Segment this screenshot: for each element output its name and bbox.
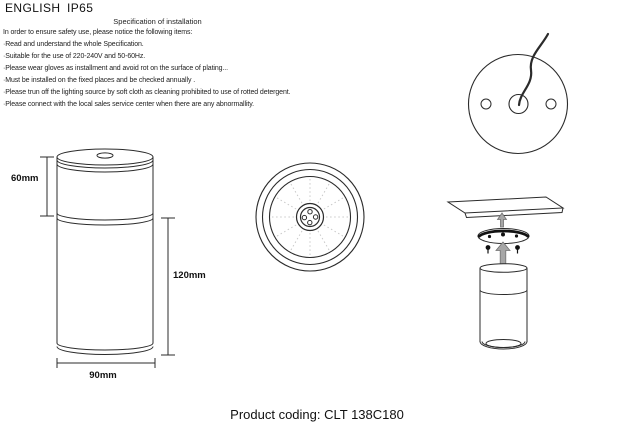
screw-hole-right xyxy=(546,99,556,109)
spec-item: ·Please trun off the lighting source by soft cloth as cleaning prohibited to use of rotted detergent. xyxy=(3,88,291,96)
cylinder-top-face xyxy=(57,149,153,165)
spec-title: Specification of installation xyxy=(113,17,202,26)
dimension-lines xyxy=(40,157,175,368)
mounting-plate xyxy=(469,55,568,154)
dimension-120mm xyxy=(161,218,175,355)
ceiling-plate-drawing xyxy=(469,34,568,154)
body-seam xyxy=(57,213,153,220)
top-view-drawing xyxy=(256,163,364,271)
ceiling-panel xyxy=(448,197,563,218)
spec-item: ·Read and understand the whole Specification. xyxy=(3,41,144,48)
spec-item: ·Please wear gloves as installment and avoid rot on the surface of plating... xyxy=(3,64,228,72)
screw-hole-left xyxy=(481,99,491,109)
spec-item: ·Please connect with the local sales service center when there are any abnormallity. xyxy=(3,100,254,108)
power-wire xyxy=(519,34,548,105)
spec-intro: In order to ensure safety use, please notice the following items: xyxy=(3,29,193,36)
product-coding: Product coding: CLT 138C180 xyxy=(230,407,404,422)
side-view-drawing xyxy=(57,149,153,355)
arrow-up-large-icon xyxy=(496,242,510,266)
installation-drawing xyxy=(448,197,563,349)
language-label: ENGLISH xyxy=(5,1,61,15)
center-hub xyxy=(297,204,324,231)
dimension-label-body-height: 120mm xyxy=(173,270,206,281)
spec-item: ·Suitable for the use of 220-240V and 50-60Hz. xyxy=(3,52,146,60)
dimension-label-diameter: 90mm xyxy=(89,370,117,381)
bottom-rim xyxy=(57,343,153,350)
canopy-plate xyxy=(478,229,529,244)
fixture-cylinder xyxy=(480,264,527,349)
dimension-label-top-height: 60mm xyxy=(11,173,39,184)
dimension-90mm xyxy=(57,358,155,368)
ip-rating-label: IP65 xyxy=(67,1,94,15)
dimension-60mm xyxy=(40,157,54,216)
spec-item: ·Must be installed on the fixed places and be checked annually . xyxy=(3,76,196,84)
top-hole xyxy=(97,153,113,158)
